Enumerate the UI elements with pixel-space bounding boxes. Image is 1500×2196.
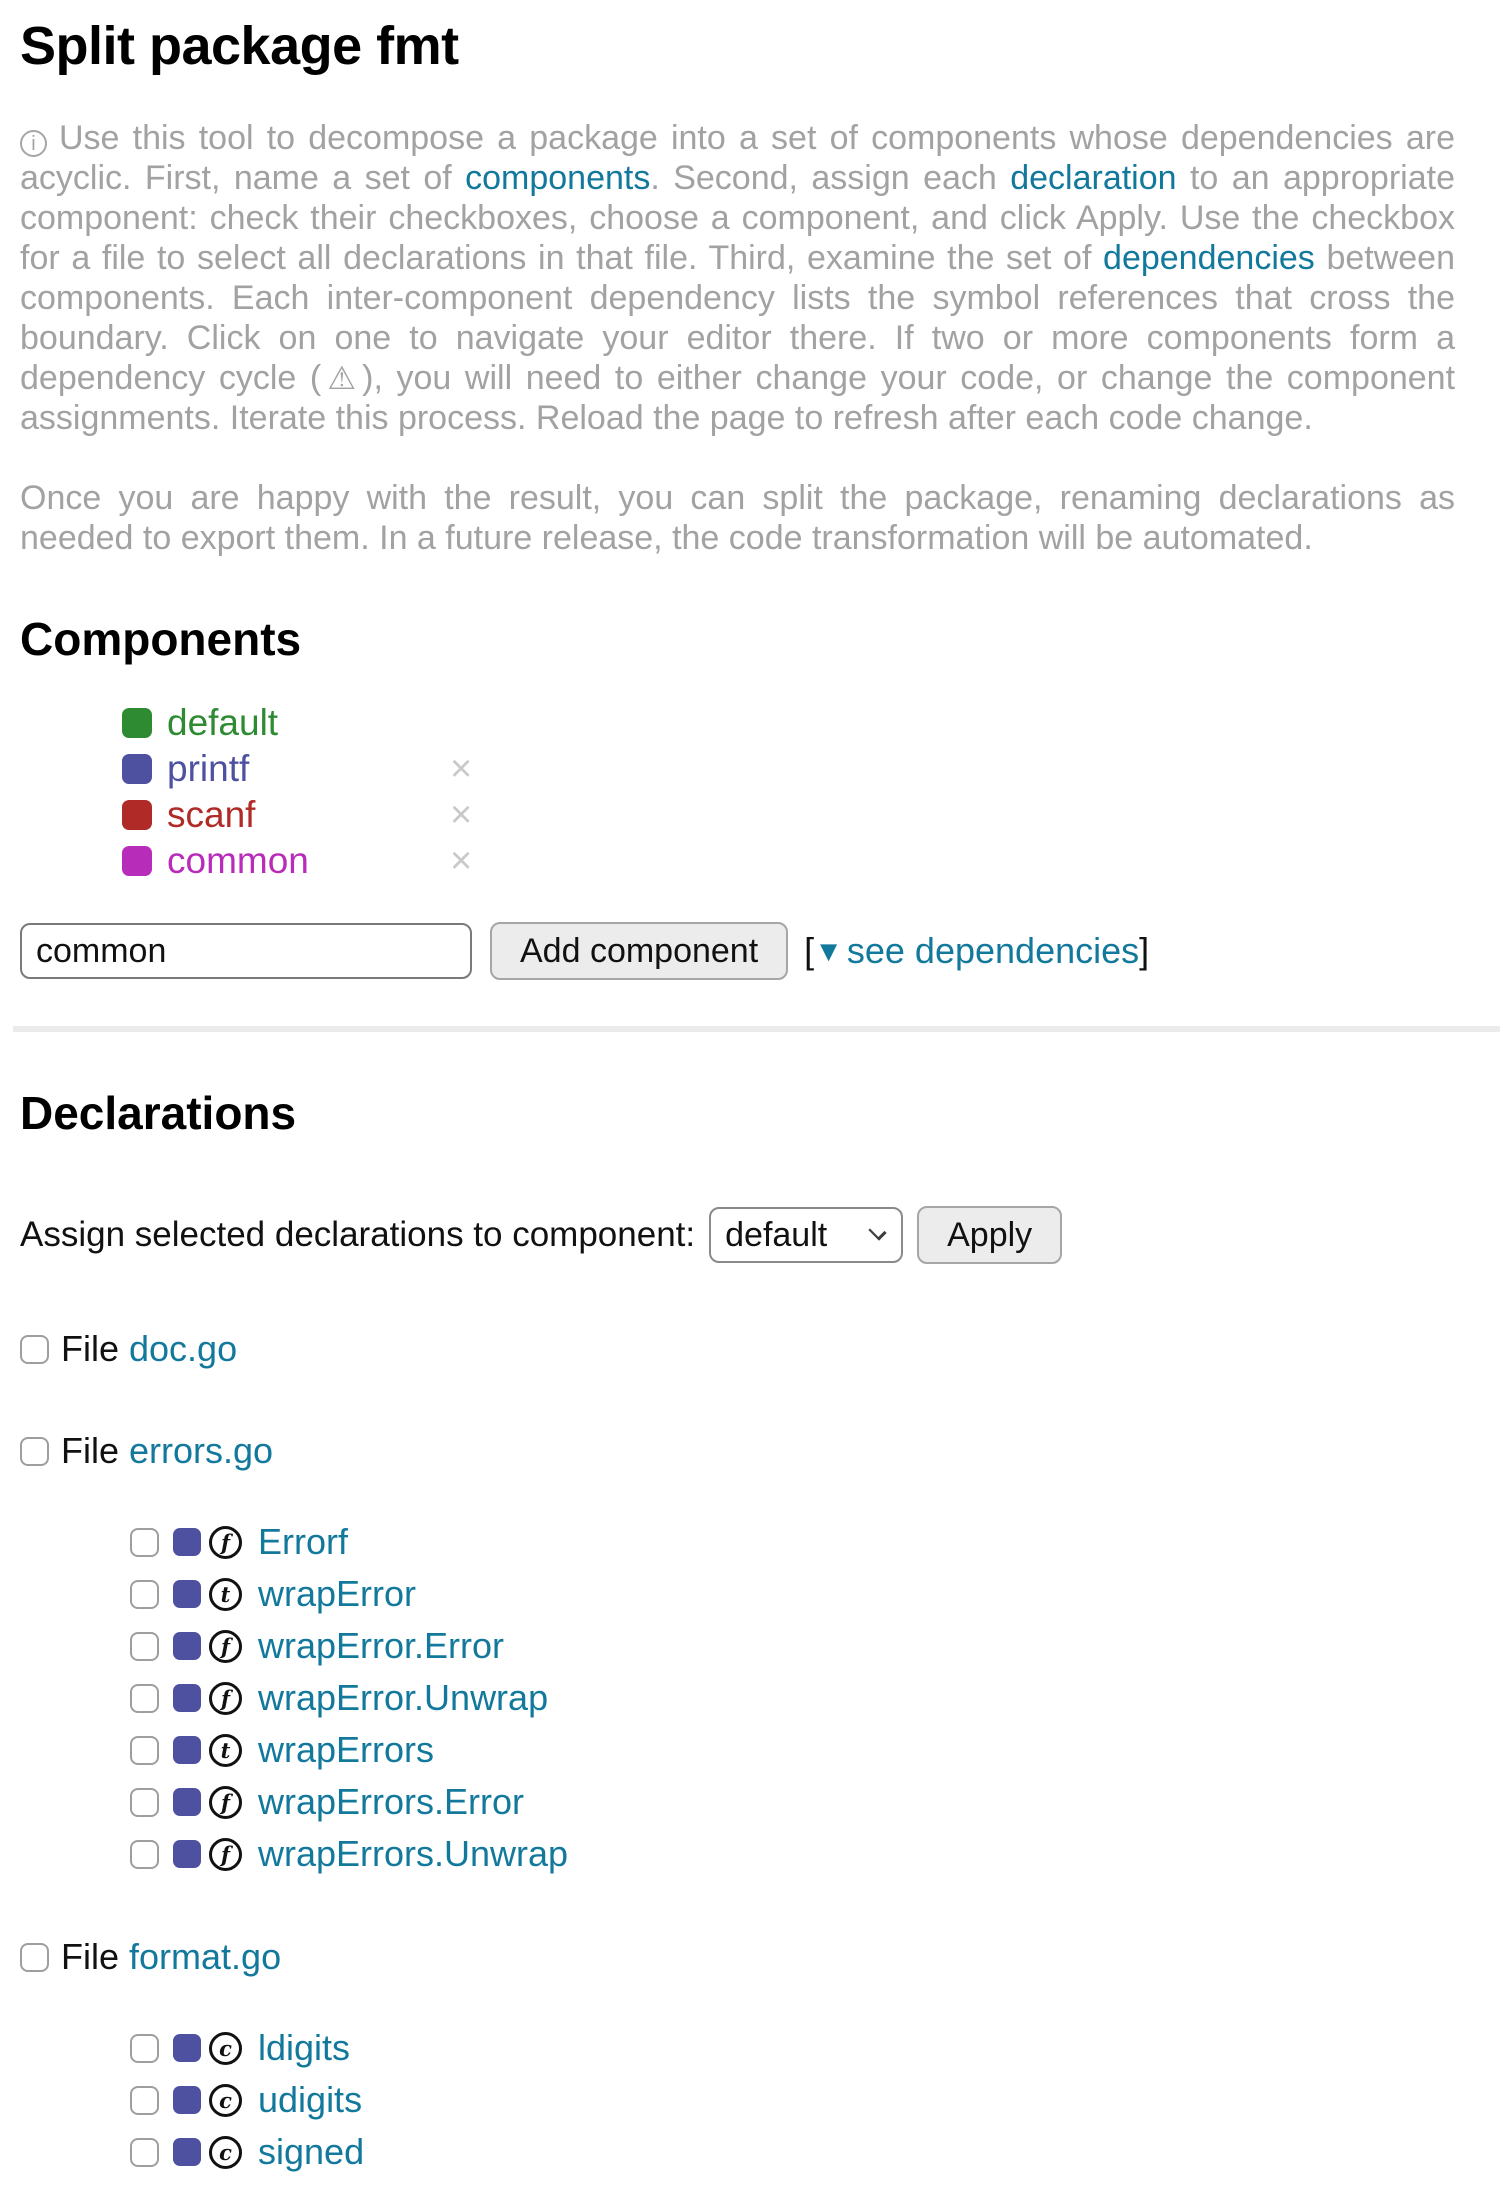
components-heading: Components [20,613,302,665]
component-color-swatch [173,2034,201,2062]
warning-icon: ⚠ [323,360,361,396]
component-item [122,746,1455,792]
declaration-checkbox[interactable] [130,1840,159,1869]
delete-component-button[interactable]: × [450,794,473,836]
component-color-swatch [173,2086,201,2114]
component-color-swatch [173,1580,201,1608]
component-select-value: default [725,1215,828,1254]
file-label: File [61,1936,120,1977]
file-label: File [61,1430,120,1471]
file-label: File [61,1328,120,1369]
intro-paragraph: i Use this tool to decompose a package into a set of components whose dependencies are acyclic. First, name a set of components. Second, assign each declaration to an appropriate component: check their checkboxes, choose a component, and click Apply. Use the checkbox for a file to select all declarations in that file. Third, examine the set of dependencies between components. Each inter-component dependency lists the symbol references that cross the boundary. Click on one to navigate your editor there. If two or more components form a dependency cycle (⚠), you will need to either change your code, or change the component assignments. Iterate this process. Reload the page to refresh after each code change. [20,119,1456,437]
declaration-link[interactable]: wrapErrors.Error [258,1781,525,1822]
file-link[interactable]: doc.go [129,1328,238,1369]
intro-paragraph-2: Once you are happy with the result, you can split the package, renaming declarations as needed to export them. In a future release, the code transformation will be automated. [20,479,1455,557]
delete-component-button[interactable]: × [450,840,473,882]
component-select[interactable] [709,1207,903,1263]
declaration-checkbox[interactable] [130,1632,159,1661]
declaration-row [130,1828,1455,1880]
see-dependencies-link[interactable]: see dependencies [846,930,1140,971]
apply-button[interactable]: Apply [917,1206,1062,1264]
declaration-row [130,2022,1455,2074]
component-item [122,792,1455,838]
assign-label: Assign selected declarations to component: [20,1215,696,1254]
component-color-swatch [122,708,152,738]
declaration-row [130,2074,1455,2126]
func-icon: f [209,1682,242,1715]
declaration-row [130,1568,1455,1620]
const-icon: c [209,2032,242,2065]
type-icon: t [209,1734,242,1767]
declaration-link[interactable]: ldigits [258,2027,351,2068]
component-color-swatch [122,800,152,830]
declaration-link[interactable]: wrapError [258,1573,417,1614]
component-name: printf [167,748,250,789]
file-section [20,1328,1455,1370]
section-divider [13,1026,1500,1032]
page-title: Split package fmt [20,16,459,76]
assign-row [20,1206,1455,1264]
declaration-checkbox[interactable] [130,1736,159,1765]
type-icon: t [209,1578,242,1611]
delete-component-button[interactable]: × [450,748,473,790]
file-section [20,1430,1455,1880]
component-color-swatch [173,2138,201,2166]
declaration-link[interactable]: wrapError.Unwrap [258,1677,549,1718]
declaration-link[interactable]: wrapError.Error [258,1625,505,1666]
declaration-checkbox[interactable] [130,2138,159,2167]
declaration-row [130,1620,1455,1672]
file-link[interactable]: errors.go [129,1430,274,1471]
bracket-open: [ [804,930,815,971]
info-icon: i [20,130,47,157]
declaration-link[interactable]: wrapErrors.Unwrap [258,1833,569,1874]
intro-link[interactable]: dependencies [1103,239,1315,277]
file-row [20,1936,1455,1978]
declaration-link[interactable]: Errorf [258,1521,348,1562]
file-row [20,1328,1455,1370]
declaration-row [130,1776,1455,1828]
component-color-swatch [122,754,152,784]
declaration-checkbox[interactable] [130,2034,159,2063]
component-item [122,700,1455,746]
file-row [20,1430,1455,1472]
declaration-row [130,1516,1455,1568]
file-link[interactable]: format.go [129,1936,282,1977]
func-icon: f [209,1786,242,1819]
func-icon: f [209,1838,242,1871]
component-color-swatch [173,1528,201,1556]
file-section [20,1936,1455,2178]
declaration-checkbox[interactable] [130,1580,159,1609]
see-dependencies [804,930,1149,972]
declaration-link[interactable]: wrapErrors [258,1729,435,1770]
component-color-swatch [173,1840,201,1868]
declaration-row [130,2126,1455,2178]
declaration-row [130,1672,1455,1724]
const-icon: c [209,2136,242,2169]
intro-link[interactable]: components [465,159,651,197]
component-color-swatch [122,846,152,876]
declaration-checkbox[interactable] [130,1684,159,1713]
declaration-link[interactable]: signed [258,2131,365,2172]
func-icon: f [209,1630,242,1663]
component-color-swatch [173,1684,201,1712]
declaration-checkbox[interactable] [130,1788,159,1817]
add-component-row [20,922,1455,980]
component-item [122,838,1455,884]
bracket-close: ] [1139,930,1150,971]
component-color-swatch [173,1632,201,1660]
triangle-down-icon[interactable]: ▼ [814,936,843,968]
file-checkbox[interactable] [20,1335,49,1364]
file-checkbox[interactable] [20,1943,49,1972]
file-sections [20,1328,1455,2178]
declaration-checkbox[interactable] [130,2086,159,2115]
const-icon: c [209,2084,242,2117]
component-name-input[interactable] [20,923,472,979]
declaration-link[interactable]: udigits [258,2079,363,2120]
file-checkbox[interactable] [20,1437,49,1466]
component-color-swatch [173,1788,201,1816]
components-list [20,700,1455,884]
declarations-list [20,2022,1455,2178]
component-name: default [167,702,279,743]
declaration-checkbox[interactable] [130,1528,159,1557]
func-icon: f [209,1526,242,1559]
declarations-heading: Declarations [20,1087,297,1139]
component-color-swatch [173,1736,201,1764]
component-name: common [167,840,309,881]
add-component-button[interactable]: Add component [490,922,788,980]
declaration-row [130,1724,1455,1776]
component-name: scanf [167,794,256,835]
declarations-list [20,1516,1455,1880]
intro-link[interactable]: declaration [1010,159,1177,197]
chevron-down-icon [869,1222,887,1240]
